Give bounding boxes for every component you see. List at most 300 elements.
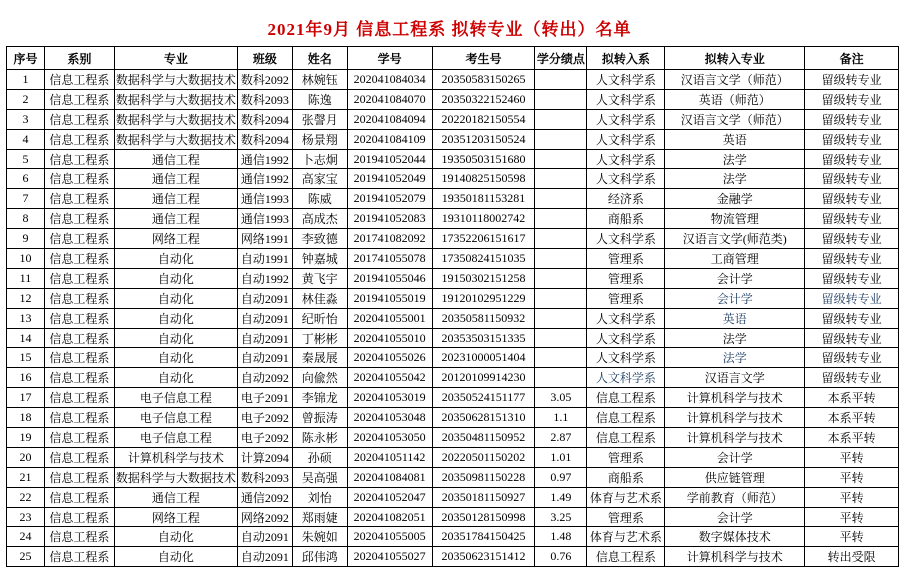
- table-cell: 计算机科学与技术: [114, 447, 237, 467]
- table-cell: 商船系: [587, 467, 665, 487]
- table-row: [7, 209, 899, 229]
- table-cell: 转出受限: [805, 547, 899, 567]
- table-cell: 数据科学与大数据技术: [114, 467, 237, 487]
- table-cell: 自动化: [114, 288, 237, 308]
- table-cell: 201941055019: [347, 288, 432, 308]
- table-cell: 23: [7, 507, 45, 527]
- table-cell: 体育与艺术系: [587, 487, 665, 507]
- table-cell: 电子2092: [237, 428, 292, 448]
- table-cell: 高家宝: [292, 169, 347, 189]
- table-cell: 信息工程系: [587, 428, 665, 448]
- table-row: [7, 507, 899, 527]
- table-cell: [535, 109, 587, 129]
- table-cell: 通信工程: [114, 209, 237, 229]
- table-row: [7, 229, 899, 249]
- table-cell: 留级转专业: [805, 229, 899, 249]
- table-cell: 202041055026: [347, 348, 432, 368]
- table-cell: 金融学: [665, 189, 805, 209]
- table-cell: 信息工程系: [587, 388, 665, 408]
- table-cell: 202041055042: [347, 368, 432, 388]
- table-cell: 9: [7, 229, 45, 249]
- table-cell: 24: [7, 527, 45, 547]
- table-cell: 201741082092: [347, 229, 432, 249]
- table-cell: 15: [7, 348, 45, 368]
- table-cell: 李致德: [292, 229, 347, 249]
- table-cell: 12: [7, 288, 45, 308]
- table-cell: 信息工程系: [44, 348, 114, 368]
- table-cell: 0.97: [535, 467, 587, 487]
- table-cell: 20350628151310: [432, 408, 535, 428]
- table-cell: 19350181153281: [432, 189, 535, 209]
- table-cell: 自动化: [114, 547, 237, 567]
- table-cell: 学前教育（师范）: [665, 487, 805, 507]
- table-cell: 通信工程: [114, 189, 237, 209]
- table-cell: 李锦龙: [292, 388, 347, 408]
- table-cell: 202041051142: [347, 447, 432, 467]
- table-cell: 供应链管理: [665, 467, 805, 487]
- table-cell: 25: [7, 547, 45, 567]
- table-cell: 管理系: [587, 288, 665, 308]
- table-cell: 通信1992: [237, 169, 292, 189]
- table-cell: 会计学: [665, 268, 805, 288]
- table-cell: 20351203150524: [432, 129, 535, 149]
- table-cell: 信息工程系: [44, 328, 114, 348]
- transfer-list-table: [6, 46, 899, 567]
- table-cell: 信息工程系: [44, 288, 114, 308]
- header-cell: 学号: [347, 47, 432, 70]
- table-cell: 信息工程系: [44, 547, 114, 567]
- table-cell: 杨景翔: [292, 129, 347, 149]
- table-cell: 1.01: [535, 447, 587, 467]
- table-row: [7, 328, 899, 348]
- table-cell: 计算机科学与技术: [665, 428, 805, 448]
- table-cell: 留级转专业: [805, 129, 899, 149]
- table-cell: 张謦月: [292, 109, 347, 129]
- table-cell: 202041052047: [347, 487, 432, 507]
- table-cell: [535, 209, 587, 229]
- table-cell: 向偸然: [292, 368, 347, 388]
- table-cell: 留级转专业: [805, 109, 899, 129]
- table-cell: 3.25: [535, 507, 587, 527]
- table-cell: 计算机科学与技术: [665, 388, 805, 408]
- table-row: [7, 129, 899, 149]
- table-cell: 7: [7, 189, 45, 209]
- table-cell: 本系平转: [805, 388, 899, 408]
- table-cell: [535, 129, 587, 149]
- table-cell: 20350322152460: [432, 89, 535, 109]
- table-cell: 信息工程系: [44, 487, 114, 507]
- table-cell: 信息工程系: [44, 408, 114, 428]
- table-cell: 通信2092: [237, 487, 292, 507]
- table-cell: 人文科学系: [587, 109, 665, 129]
- table-cell: 信息工程系: [44, 209, 114, 229]
- table-cell: 19310118002742: [432, 209, 535, 229]
- table-cell: 数据科学与大数据技术: [114, 109, 237, 129]
- table-cell: 信息工程系: [44, 70, 114, 90]
- table-cell: 人文科学系: [587, 169, 665, 189]
- table-cell: 人文科学系: [587, 149, 665, 169]
- table-row: [7, 467, 899, 487]
- table-row: [7, 288, 899, 308]
- table-cell: 4: [7, 129, 45, 149]
- table-cell: 林婉钰: [292, 70, 347, 90]
- table-cell: 网络1991: [237, 229, 292, 249]
- header-cell: 备注: [805, 47, 899, 70]
- table-cell: 郑雨婕: [292, 507, 347, 527]
- header-cell: 考生号: [432, 47, 535, 70]
- table-cell: 3.05: [535, 388, 587, 408]
- table-cell: 信息工程系: [587, 547, 665, 567]
- table-cell: 信息工程系: [44, 388, 114, 408]
- table-cell: 平转: [805, 507, 899, 527]
- table-cell: 信息工程系: [44, 149, 114, 169]
- table-cell: 信息工程系: [44, 109, 114, 129]
- table-cell: 10: [7, 249, 45, 269]
- table-cell: 信息工程系: [44, 89, 114, 109]
- table-cell: 陈逸: [292, 89, 347, 109]
- header-cell: 学分绩点: [535, 47, 587, 70]
- table-cell: 20120109914230: [432, 368, 535, 388]
- table-cell: 高成杰: [292, 209, 347, 229]
- table-cell: 计算机科学与技术: [665, 547, 805, 567]
- table-cell: 1.1: [535, 408, 587, 428]
- table-cell: 工商管理: [665, 249, 805, 269]
- table-cell: 平转: [805, 527, 899, 547]
- table-cell: 法学: [665, 328, 805, 348]
- table-cell: 留级转专业: [805, 89, 899, 109]
- table-cell: 201941052049: [347, 169, 432, 189]
- table-cell: 邱伟鸿: [292, 547, 347, 567]
- table-cell: 202041055001: [347, 308, 432, 328]
- table-row: [7, 70, 899, 90]
- table-cell: 电子信息工程: [114, 428, 237, 448]
- table-cell: 22: [7, 487, 45, 507]
- table-cell: 202041055010: [347, 328, 432, 348]
- table-cell: [535, 328, 587, 348]
- table-cell: 留级转专业: [805, 189, 899, 209]
- table-cell: 8: [7, 209, 45, 229]
- header-cell: 拟转入系: [587, 47, 665, 70]
- table-cell: 6: [7, 169, 45, 189]
- header-cell: 班级: [237, 47, 292, 70]
- table-cell: 会计学: [665, 507, 805, 527]
- table-cell: 自动化: [114, 527, 237, 547]
- table-cell: 人文科学系: [587, 328, 665, 348]
- table-cell: 吴高强: [292, 467, 347, 487]
- table-cell: 管理系: [587, 268, 665, 288]
- table-cell: 人文科学系: [587, 129, 665, 149]
- table-cell: 林佳淼: [292, 288, 347, 308]
- table-cell: 202041084094: [347, 109, 432, 129]
- header-cell: 序号: [7, 47, 45, 70]
- table-cell: 人文科学系: [587, 348, 665, 368]
- table-cell: 刘怡: [292, 487, 347, 507]
- table-row: [7, 109, 899, 129]
- table-cell: 自动2091: [237, 527, 292, 547]
- table-cell: 信息工程系: [44, 229, 114, 249]
- table-cell: 19: [7, 428, 45, 448]
- header-cell: 系别: [44, 47, 114, 70]
- table-cell: 留级转专业: [805, 308, 899, 328]
- table-cell: 信息工程系: [44, 368, 114, 388]
- table-cell: [535, 70, 587, 90]
- table-cell: 19140825150598: [432, 169, 535, 189]
- table-cell: 朱婉如: [292, 527, 347, 547]
- table-cell: 20350481150952: [432, 428, 535, 448]
- table-cell: 1.49: [535, 487, 587, 507]
- table-cell: 曾振涛: [292, 408, 347, 428]
- table-cell: 通信1992: [237, 149, 292, 169]
- table-cell: [535, 348, 587, 368]
- table-row: [7, 408, 899, 428]
- header-row: [7, 47, 899, 70]
- table-row: [7, 249, 899, 269]
- table-cell: 网络工程: [114, 507, 237, 527]
- table-cell: 20350524151177: [432, 388, 535, 408]
- table-cell: 202041084070: [347, 89, 432, 109]
- table-row: [7, 348, 899, 368]
- table-row: [7, 308, 899, 328]
- table-cell: 20350181150927: [432, 487, 535, 507]
- table-cell: 自动化: [114, 348, 237, 368]
- table-cell: 留级转专业: [805, 249, 899, 269]
- table-cell: 汉语言文学（师范）: [665, 109, 805, 129]
- table-row: [7, 368, 899, 388]
- table-cell: 信息工程系: [44, 189, 114, 209]
- table-cell: 数科2094: [237, 129, 292, 149]
- table-cell: 201941055046: [347, 268, 432, 288]
- table-cell: 201941052079: [347, 189, 432, 209]
- table-cell: 钟嘉城: [292, 249, 347, 269]
- table-cell: 数据科学与大数据技术: [114, 89, 237, 109]
- table-cell: 网络2092: [237, 507, 292, 527]
- page-title: 2021年9月 信息工程系 拟转专业（转出）名单: [267, 20, 632, 39]
- table-cell: 1.48: [535, 527, 587, 547]
- table-cell: 信息工程系: [44, 308, 114, 328]
- table-cell: 信息工程系: [44, 527, 114, 547]
- table-cell: 16: [7, 368, 45, 388]
- table-cell: 11: [7, 268, 45, 288]
- table-cell: 自动化: [114, 249, 237, 269]
- table-cell: 17: [7, 388, 45, 408]
- table-cell: 自动化: [114, 268, 237, 288]
- table-row: [7, 447, 899, 467]
- table-cell: 人文科学系: [587, 368, 665, 388]
- table-cell: 经济系: [587, 189, 665, 209]
- table-cell: 法学: [665, 149, 805, 169]
- table-row: [7, 189, 899, 209]
- table-cell: 0.76: [535, 547, 587, 567]
- table-cell: 法学: [665, 169, 805, 189]
- table-cell: 202041053048: [347, 408, 432, 428]
- table-cell: 会计学: [665, 288, 805, 308]
- table-cell: 物流管理: [665, 209, 805, 229]
- table-cell: 数字媒体技术: [665, 527, 805, 547]
- table-row: [7, 487, 899, 507]
- table-cell: 2.87: [535, 428, 587, 448]
- table-cell: 本系平转: [805, 428, 899, 448]
- table-cell: 留级转专业: [805, 149, 899, 169]
- table-cell: 数据科学与大数据技术: [114, 129, 237, 149]
- table-cell: 信息工程系: [587, 408, 665, 428]
- table-cell: [535, 249, 587, 269]
- table-cell: 20231000051404: [432, 348, 535, 368]
- table-cell: 计算2094: [237, 447, 292, 467]
- table-cell: 20353503151335: [432, 328, 535, 348]
- table-cell: 法学: [665, 348, 805, 368]
- table-cell: 信息工程系: [44, 268, 114, 288]
- table-cell: 会计学: [665, 447, 805, 467]
- table-cell: 202041084109: [347, 129, 432, 149]
- table-cell: 信息工程系: [44, 447, 114, 467]
- table-cell: 留级转专业: [805, 288, 899, 308]
- table-cell: 数据科学与大数据技术: [114, 70, 237, 90]
- table-cell: 自动化: [114, 328, 237, 348]
- table-cell: 自动1991: [237, 249, 292, 269]
- table-cell: 201741055078: [347, 249, 432, 269]
- table-cell: 电子信息工程: [114, 388, 237, 408]
- table-cell: 信息工程系: [44, 428, 114, 448]
- table-cell: 人文科学系: [587, 89, 665, 109]
- table-cell: 孙硕: [292, 447, 347, 467]
- table-cell: 202041084081: [347, 467, 432, 487]
- table-cell: 汉语言文学（师范）: [665, 70, 805, 90]
- table-cell: [535, 89, 587, 109]
- table-cell: 20350581150932: [432, 308, 535, 328]
- table-cell: 留级转专业: [805, 209, 899, 229]
- table-cell: [535, 169, 587, 189]
- table-cell: 管理系: [587, 507, 665, 527]
- table-cell: 平转: [805, 487, 899, 507]
- table-cell: 19350503151680: [432, 149, 535, 169]
- table-cell: 网络工程: [114, 229, 237, 249]
- table-cell: 管理系: [587, 249, 665, 269]
- table-cell: 自动2091: [237, 328, 292, 348]
- table-cell: 18: [7, 408, 45, 428]
- table-cell: 通信1993: [237, 189, 292, 209]
- table-cell: 汉语言文学: [665, 368, 805, 388]
- table-cell: 留级转专业: [805, 70, 899, 90]
- table-cell: 黄飞宇: [292, 268, 347, 288]
- table-cell: 202041082051: [347, 507, 432, 527]
- table-cell: 自动2091: [237, 547, 292, 567]
- table-cell: [535, 368, 587, 388]
- table-cell: 20220501150202: [432, 447, 535, 467]
- table-cell: 自动化: [114, 308, 237, 328]
- table-cell: 信息工程系: [44, 249, 114, 269]
- table-cell: 平转: [805, 447, 899, 467]
- table-cell: [535, 229, 587, 249]
- table-cell: 数科2092: [237, 70, 292, 90]
- table-cell: 陈威: [292, 189, 347, 209]
- table-cell: 13: [7, 308, 45, 328]
- table-cell: 20350981150228: [432, 467, 535, 487]
- table-cell: 通信工程: [114, 169, 237, 189]
- table-cell: [535, 189, 587, 209]
- table-cell: 14: [7, 328, 45, 348]
- header-cell: 专业: [114, 47, 237, 70]
- table-cell: 留级转专业: [805, 348, 899, 368]
- table-cell: 通信1993: [237, 209, 292, 229]
- table-cell: 20: [7, 447, 45, 467]
- table-cell: 数科2093: [237, 89, 292, 109]
- table-cell: 20350623151412: [432, 547, 535, 567]
- table-cell: 201941052083: [347, 209, 432, 229]
- table-row: [7, 89, 899, 109]
- table-cell: 英语（师范）: [665, 89, 805, 109]
- table-cell: 丁彬彬: [292, 328, 347, 348]
- table-row: [7, 169, 899, 189]
- table-cell: 人文科学系: [587, 229, 665, 249]
- table-row: [7, 547, 899, 567]
- table-cell: 留级转专业: [805, 328, 899, 348]
- table-cell: 陈永彬: [292, 428, 347, 448]
- table-cell: 19120102951229: [432, 288, 535, 308]
- table-cell: 自动1992: [237, 268, 292, 288]
- table-cell: 信息工程系: [44, 467, 114, 487]
- table-cell: 202041053050: [347, 428, 432, 448]
- table-cell: 秦晟展: [292, 348, 347, 368]
- table-cell: 数科2094: [237, 109, 292, 129]
- table-cell: 卜志炯: [292, 149, 347, 169]
- table-cell: [535, 308, 587, 328]
- table-row: [7, 428, 899, 448]
- table-cell: 信息工程系: [44, 129, 114, 149]
- table-cell: 202041084034: [347, 70, 432, 90]
- table-row: [7, 149, 899, 169]
- table-cell: [535, 149, 587, 169]
- header-cell: 姓名: [292, 47, 347, 70]
- table-cell: 平转: [805, 467, 899, 487]
- table-cell: 201941052044: [347, 149, 432, 169]
- table-cell: 202041053019: [347, 388, 432, 408]
- table-cell: 信息工程系: [44, 507, 114, 527]
- table-cell: 本系平转: [805, 408, 899, 428]
- table-cell: 留级转专业: [805, 169, 899, 189]
- table-cell: 通信工程: [114, 487, 237, 507]
- header-cell: 拟转入专业: [665, 47, 805, 70]
- table-cell: 自动2092: [237, 368, 292, 388]
- table-cell: 留级转专业: [805, 268, 899, 288]
- table-cell: 20351784150425: [432, 527, 535, 547]
- table-cell: 19150302151258: [432, 268, 535, 288]
- table-cell: 电子2092: [237, 408, 292, 428]
- table-cell: 人文科学系: [587, 308, 665, 328]
- table-cell: 21: [7, 467, 45, 487]
- table-cell: 体育与艺术系: [587, 527, 665, 547]
- table-cell: 20350583150265: [432, 70, 535, 90]
- table-cell: 人文科学系: [587, 70, 665, 90]
- table-cell: 20350128150998: [432, 507, 535, 527]
- table-cell: 信息工程系: [44, 169, 114, 189]
- table-cell: [535, 268, 587, 288]
- table-cell: 自动2091: [237, 308, 292, 328]
- table-cell: 17352206151617: [432, 229, 535, 249]
- table-row: [7, 527, 899, 547]
- table-cell: 自动2091: [237, 288, 292, 308]
- table-cell: 英语: [665, 129, 805, 149]
- table-cell: 电子2091: [237, 388, 292, 408]
- table-cell: 自动化: [114, 368, 237, 388]
- table-cell: 2: [7, 89, 45, 109]
- table-cell: [535, 288, 587, 308]
- table-cell: 通信工程: [114, 149, 237, 169]
- table-row: [7, 268, 899, 288]
- table-cell: 202041055027: [347, 547, 432, 567]
- table-cell: 数科2093: [237, 467, 292, 487]
- table-cell: 留级转专业: [805, 368, 899, 388]
- table-cell: 电子信息工程: [114, 408, 237, 428]
